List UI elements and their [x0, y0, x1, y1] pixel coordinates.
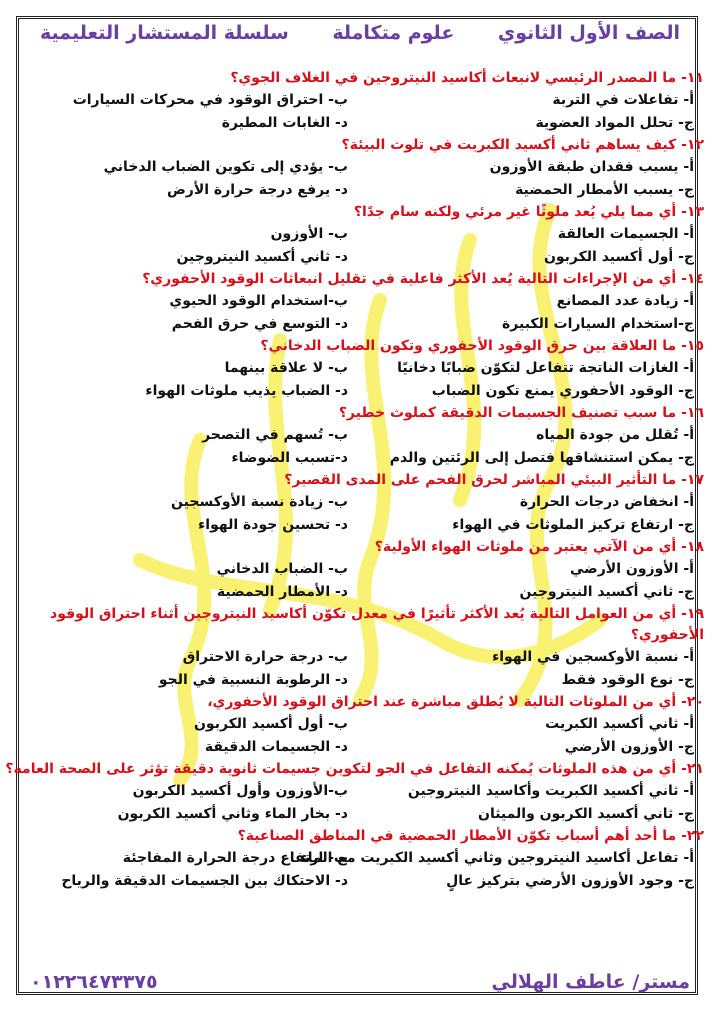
option-d: د- الجسيمات الدقيقة [204, 739, 348, 755]
option-c: ج- أول أكسيد الكربون [543, 249, 694, 265]
series-title: سلسلة المستشار التعليمية [40, 22, 289, 44]
question-block [10, 537, 710, 604]
question-text: ١٣- أي مما يلي يُعد ملوثًا غير مرئي ولكنه سام جدًا؟ [353, 204, 704, 220]
option-a: أ- الجسيمات العالقة [557, 226, 694, 242]
option-a: أ- ثاني أكسيد الكبريت [545, 716, 694, 732]
option-b: ب- أول أكسيد الكربون [193, 716, 348, 732]
question-block [10, 826, 710, 893]
teacher-name: مستر/ عاطف الهلالي [491, 971, 690, 993]
page-footer [0, 971, 720, 1005]
option-c: ج- نوع الوقود فقط [561, 672, 694, 688]
question-block [10, 403, 710, 470]
option-b: ب- ارتفاع درجة الحرارة المفاجئة [122, 850, 348, 866]
option-c: ج- الوقود الأحفوري يمنع تكون الضباب [431, 383, 694, 399]
question-text: ٢١- أي من هذه الملوثات يُمكنه التفاعل في الجو لتكوين جسيمات ثانوية دقيقة تؤثر على الصحة العامة؟ [5, 761, 704, 777]
option-c: ج- وجود الأوزون الأرضي بتركيز عالٍ [446, 873, 694, 889]
question-block [10, 135, 710, 202]
question-list [5, 68, 710, 893]
phone-number: ٠١٢٢٦٤٧٣٣٧٥ [30, 971, 158, 993]
question-text: ١٨- أي من الآتي يعتبر من ملوثات الهواء الأولية؟ [374, 539, 704, 555]
option-a: أ- يسبب فقدان طبقة الأوزون [489, 159, 694, 175]
option-c: ج- ارتفاع تركيز الملوثات في الهواء [452, 517, 694, 533]
question-block [10, 692, 710, 759]
option-b: ب- تُسهم في التصحر [202, 427, 348, 443]
option-c: ج-استخدام السيارات الكبيرة [502, 316, 694, 332]
option-b: ب- درجة حرارة الاحتراق [182, 649, 348, 665]
option-b: ب- الأوزون [270, 226, 348, 242]
question-block [10, 604, 710, 692]
option-a: أ- تفاعل أكاسيد النيتروجين وثاني أكسيد الكبريت مع الماء [300, 850, 694, 866]
grade-title: الصف الأول الثانوي [497, 22, 680, 44]
option-b: ب- لا علاقة بينهما [224, 360, 348, 376]
option-a: أ- ثاني أكسيد الكبريت وأكاسيد النيتروجين [407, 783, 694, 799]
question-block [10, 470, 710, 537]
option-d: د- الرطوبة النسبية في الجو [158, 672, 348, 688]
option-d: د- الضباب يذيب ملوثات الهواء [145, 383, 348, 399]
option-a: أ- زيادة عدد المصانع [556, 293, 694, 309]
option-c: ج- تحلل المواد العضوية [535, 115, 694, 131]
question-text: ١٤- أي من الإجراءات التالية يُعد الأكثر فاعلية في تقليل انبعاثات الوقود الأحفوري؟ [142, 271, 704, 287]
question-text: ١٥- ما العلاقة بين حرق الوقود الأحفوري وتكون الضباب الدخاني؟ [260, 338, 704, 354]
option-b: ب-استخدام الوقود الحيوي [169, 293, 348, 309]
option-d: د- التوسع في حرق الفحم [171, 316, 348, 332]
question-text: ٢٠- أي من الملوثات التالية لا يُطلق مباشرة عند احتراق الوقود الأحفوري، [207, 694, 704, 710]
question-text: ١٩- أي من العوامل التالية يُعد الأكثر تأثيرًا في معدل تكوّن أكاسيد النيتروجين أثناء احتراق الوقود الأحفوري؟ [50, 606, 704, 643]
question-text: ٢٢- ما أحد أهم أسباب تكوّن الأمطار الحمضية في المناطق الصناعية؟ [237, 828, 704, 844]
option-d: د- يرفع درجة حرارة الأرض [166, 182, 348, 198]
option-d: د- الغابات المطيرة [221, 115, 348, 131]
subject-title: علوم متكاملة [332, 22, 455, 44]
option-d: د- تحسين جودة الهواء [198, 517, 348, 533]
option-c: ج- ثاني أكسيد الكربون والميثان [478, 806, 694, 822]
option-d: د- الأمطار الحمضية [216, 584, 348, 600]
option-d: د- بخار الماء وثاني أكسيد الكربون [117, 806, 348, 822]
option-b: ب- احتراق الوقود في محركات السيارات [72, 92, 348, 108]
question-text: ١١- ما المصدر الرئيسي لانبعاث أكاسيد النيتروجين في الغلاف الجوي؟ [230, 70, 704, 86]
option-d: د- ثاني أكسيد النيتروجين [176, 249, 348, 265]
question-block [10, 269, 710, 336]
question-block [10, 336, 710, 403]
option-c: ج- يسبب الأمطار الحمضية [515, 182, 694, 198]
question-block [10, 68, 710, 135]
option-a: أ- تفاعلات في التربة [552, 92, 694, 108]
option-d: د- الاحتكاك بين الجسيمات الدقيقة والرياح [61, 873, 348, 889]
option-c: ج- ثاني أكسيد النيتروجين [519, 584, 694, 600]
question-text: ١٦- ما سبب تصنيف الجسيمات الدقيقة كملوث خطير؟ [338, 405, 704, 421]
option-c: ج- الأوزون الأرضي [564, 739, 694, 755]
page-header [0, 22, 720, 54]
option-d: د-تسبب الضوضاء [231, 450, 348, 466]
question-block [5, 759, 710, 826]
question-block [10, 202, 710, 269]
option-a: أ- نسبة الأوكسجين في الهواء [492, 649, 694, 665]
option-b: ب-الأوزون وأول أكسيد الكربون [132, 783, 348, 799]
option-b: ب- يؤدي إلى تكوين الضباب الدخاني [103, 159, 348, 175]
question-text: ١٧- ما التأثير البيئي المباشر لحرق الفحم على المدى القصير؟ [284, 472, 704, 488]
option-a: أ- انخفاض درجات الحرارة [519, 494, 694, 510]
option-a: أ- الغازات الناتجة تتفاعل لتكوّن ضبابًا دخانيًا [397, 360, 694, 376]
question-text: ١٢- كيف يساهم ثاني أكسيد الكبريت في تلوث البيئة؟ [341, 137, 704, 153]
option-b: ب- الضباب الدخاني [216, 561, 348, 577]
option-a: أ- تُقلل من جودة المياه [536, 427, 694, 443]
option-c: ج- يمكن استنشاقها فتصل إلى الرئتين والدم [389, 450, 694, 466]
option-b: ب- زيادة نسبة الأوكسجين [171, 494, 348, 510]
option-a: أ- الأوزون الأرضي [570, 561, 694, 577]
